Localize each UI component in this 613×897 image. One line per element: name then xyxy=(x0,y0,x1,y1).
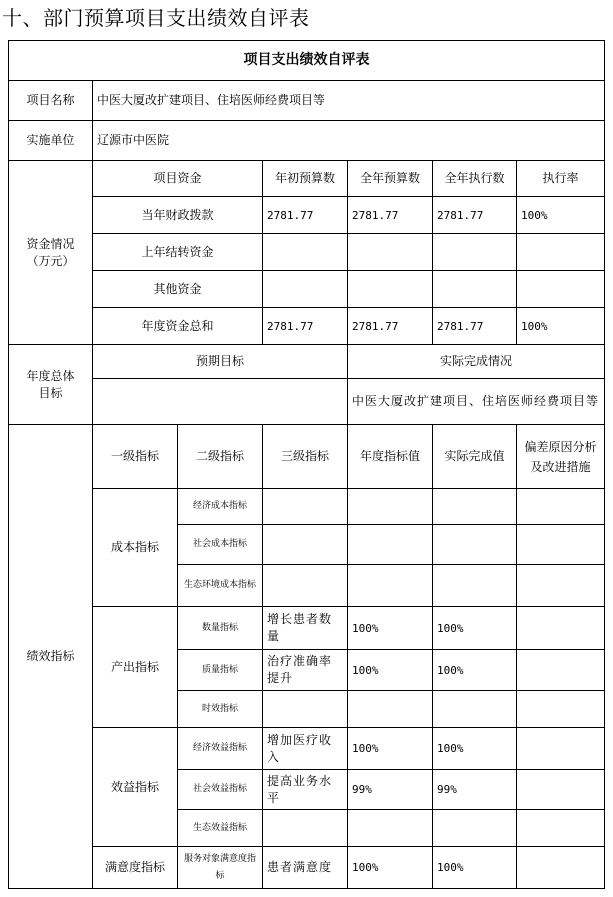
target-value: 100% xyxy=(348,650,433,691)
funds-initial-value: 2781.77 xyxy=(263,308,348,345)
performance-header-row xyxy=(9,425,605,489)
level2-indicator: 服务对象满意度指标 xyxy=(178,847,263,889)
funds-annual-value: 2781.77 xyxy=(348,308,433,345)
indicator-row xyxy=(9,847,605,889)
level3-indicator xyxy=(263,489,348,525)
funds-header-annual: 全年预算数 xyxy=(348,161,433,197)
deviation-cell xyxy=(517,489,605,525)
target-value xyxy=(348,525,433,565)
group-benefit: 效益指标 xyxy=(93,728,178,847)
funds-annual-value xyxy=(348,234,433,271)
level3-indicator: 提高业务水平 xyxy=(263,770,348,810)
implementing-unit-label: 实施单位 xyxy=(9,121,93,161)
level3-indicator: 增加医疗收入 xyxy=(263,728,348,770)
level2-indicator: 经济效益指标 xyxy=(178,728,263,770)
funds-initial-value: 2781.77 xyxy=(263,197,348,234)
funds-initial-value xyxy=(263,271,348,308)
target-value xyxy=(348,691,433,728)
funds-rate-value: 100% xyxy=(517,197,605,234)
funds-initial-value xyxy=(263,234,348,271)
funds-row-name: 当年财政拨款 xyxy=(93,197,263,234)
level2-indicator: 数量指标 xyxy=(178,607,263,650)
actual-value xyxy=(433,525,517,565)
funds-row xyxy=(9,197,605,234)
header-level1: 一级指标 xyxy=(93,425,178,489)
target-value: 100% xyxy=(348,607,433,650)
level3-indicator xyxy=(263,565,348,607)
header-actual: 实际完成值 xyxy=(433,425,517,489)
deviation-cell xyxy=(517,770,605,810)
funds-executed-value xyxy=(433,271,517,308)
level3-indicator xyxy=(263,691,348,728)
performance-label: 绩效指标 xyxy=(9,425,93,889)
funds-annual-value: 2781.77 xyxy=(348,197,433,234)
performance-self-evaluation-table xyxy=(8,40,605,889)
indicator-row xyxy=(9,728,605,770)
actual-value: 100% xyxy=(433,728,517,770)
funds-header-rate: 执行率 xyxy=(517,161,605,197)
level3-indicator xyxy=(263,810,348,847)
funds-executed-value xyxy=(433,234,517,271)
funds-row-name: 其他资金 xyxy=(93,271,263,308)
funds-row-name: 年度资金总和 xyxy=(93,308,263,345)
goal-label-line2: 目标 xyxy=(38,385,63,400)
deviation-cell xyxy=(517,650,605,691)
level2-indicator: 时效指标 xyxy=(178,691,263,728)
actual-value: 100% xyxy=(433,847,517,889)
funds-header-row xyxy=(9,161,605,197)
actual-value: 100% xyxy=(433,650,517,691)
funds-executed-value: 2781.77 xyxy=(433,197,517,234)
goal-value-row xyxy=(9,379,605,425)
actual-value: 100% xyxy=(433,607,517,650)
level3-indicator: 治疗准确率提升 xyxy=(263,650,348,691)
level2-indicator: 生态环境成本指标 xyxy=(178,565,263,607)
target-value: 100% xyxy=(348,728,433,770)
deviation-cell xyxy=(517,565,605,607)
target-value: 99% xyxy=(348,770,433,810)
level3-indicator xyxy=(263,525,348,565)
table-title: 项目支出绩效自评表 xyxy=(9,41,605,81)
funds-label-line1: 资金情况 xyxy=(26,236,75,251)
header-level3: 三级指标 xyxy=(263,425,348,489)
project-name-row xyxy=(9,81,605,121)
funds-annual-value xyxy=(348,271,433,308)
funds-header-source: 项目资金 xyxy=(93,161,263,197)
funds-header-executed: 全年执行数 xyxy=(433,161,517,197)
funds-executed-value: 2781.77 xyxy=(433,308,517,345)
deviation-cell xyxy=(517,728,605,770)
goal-label-line1: 年度总体 xyxy=(26,368,75,383)
target-value xyxy=(348,565,433,607)
target-value: 100% xyxy=(348,847,433,889)
project-name-value: 中医大厦改扩建项目、住培医师经费项目等 xyxy=(93,81,605,121)
deviation-cell xyxy=(517,810,605,847)
funds-row xyxy=(9,308,605,345)
header-deviation: 偏差原因分析及改进措施 xyxy=(517,425,605,489)
implementing-unit-value: 辽源市中医院 xyxy=(93,121,605,161)
actual-value xyxy=(433,810,517,847)
goal-actual-label: 实际完成情况 xyxy=(348,345,605,379)
level3-indicator: 患者满意度 xyxy=(263,847,348,889)
page-heading: 十、部门预算项目支出绩效自评表 xyxy=(2,6,310,30)
funds-rate-value xyxy=(517,271,605,308)
level3-indicator: 增长患者数量 xyxy=(263,607,348,650)
goal-header-row xyxy=(9,345,605,379)
funds-rate-value: 100% xyxy=(517,308,605,345)
funds-label xyxy=(9,161,93,345)
goal-expected-label: 预期目标 xyxy=(93,345,348,379)
deviation-cell xyxy=(517,607,605,650)
deviation-cell xyxy=(517,525,605,565)
target-value xyxy=(348,810,433,847)
indicator-row xyxy=(9,489,605,525)
group-cost: 成本指标 xyxy=(93,489,178,607)
level2-indicator: 质量指标 xyxy=(178,650,263,691)
goal-expected-value xyxy=(93,379,348,425)
funds-row xyxy=(9,271,605,308)
actual-value xyxy=(433,489,517,525)
funds-row xyxy=(9,234,605,271)
funds-rate-value xyxy=(517,234,605,271)
funds-row-name: 上年结转资金 xyxy=(93,234,263,271)
target-value xyxy=(348,489,433,525)
header-target: 年度指标值 xyxy=(348,425,433,489)
table-title-row xyxy=(9,41,605,81)
indicator-row xyxy=(9,607,605,650)
actual-value xyxy=(433,565,517,607)
deviation-cell xyxy=(517,691,605,728)
group-satisfaction: 满意度指标 xyxy=(93,847,178,889)
project-name-label: 项目名称 xyxy=(9,81,93,121)
level2-indicator: 社会成本指标 xyxy=(178,525,263,565)
goal-label xyxy=(9,345,93,425)
header-level2: 二级指标 xyxy=(178,425,263,489)
group-output: 产出指标 xyxy=(93,607,178,728)
deviation-cell xyxy=(517,847,605,889)
implementing-unit-row xyxy=(9,121,605,161)
actual-value: 99% xyxy=(433,770,517,810)
actual-value xyxy=(433,691,517,728)
goal-actual-value: 中医大厦改扩建项目、住培医师经费项目等 xyxy=(348,379,605,425)
funds-header-initial: 年初预算数 xyxy=(263,161,348,197)
level2-indicator: 社会效益指标 xyxy=(178,770,263,810)
level2-indicator: 生态效益指标 xyxy=(178,810,263,847)
level2-indicator: 经济成本指标 xyxy=(178,489,263,525)
funds-label-line2: （万元） xyxy=(26,253,75,268)
